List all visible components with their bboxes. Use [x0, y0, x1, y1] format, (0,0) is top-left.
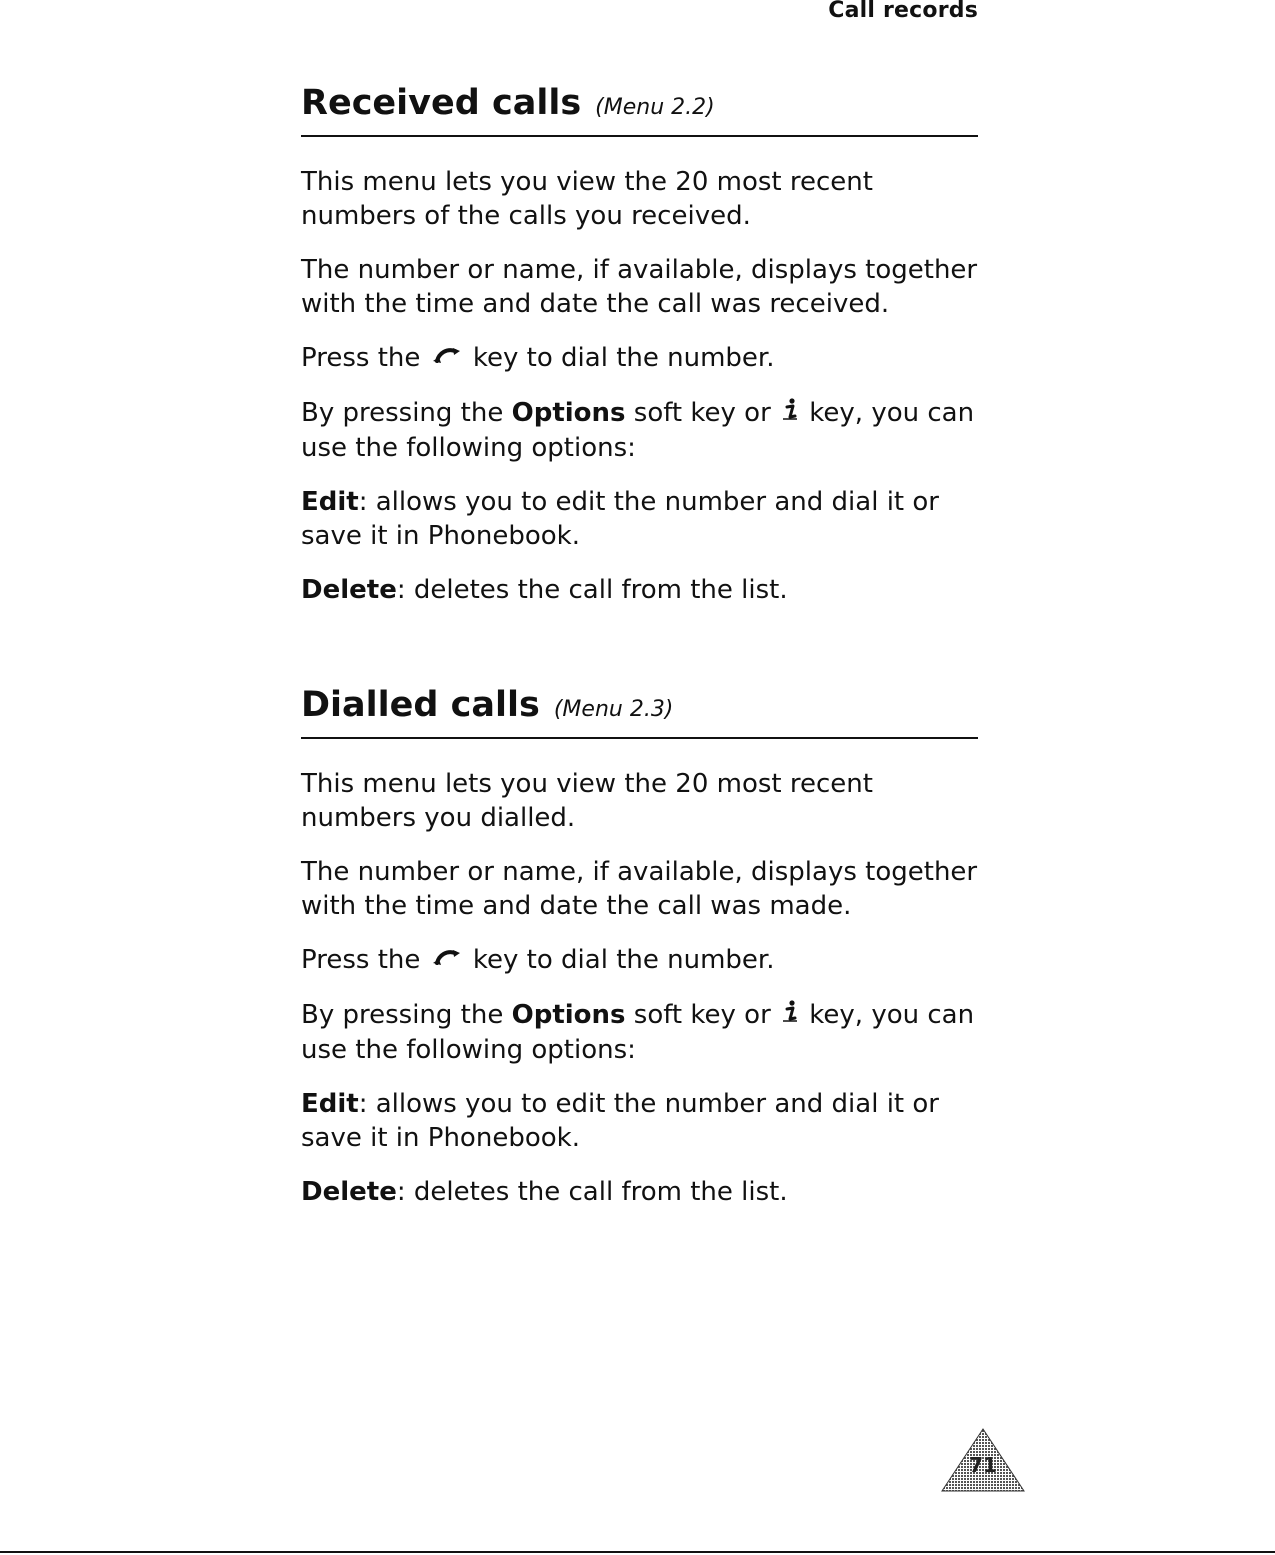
text-fragment: key, you can use the following options: — [301, 999, 975, 1065]
paragraph-options — [301, 998, 978, 1067]
paragraph-display-info: The number or name, if available, displays together with the time and date the call was made. — [301, 857, 978, 921]
section-title-received-calls — [301, 80, 978, 137]
section-received-calls — [301, 80, 978, 605]
options-softkey-label: Options — [511, 999, 626, 1030]
paragraph-press-send — [301, 943, 978, 978]
delete-label: Delete — [301, 574, 397, 605]
running-header: Call records — [828, 0, 978, 23]
section-dialled-calls — [301, 682, 978, 1207]
text-fragment: key, you can use the following options: — [301, 397, 975, 463]
section-title-dialled-calls — [301, 682, 978, 739]
section-heading: Dialled calls — [301, 685, 540, 725]
paragraph-delete-option — [301, 573, 978, 607]
edit-description: : allows you to edit the number and dial it or save it in Phonebook. — [301, 486, 939, 551]
paragraph-display-info: The number or name, if available, displays together with the time and date the call was received. — [301, 255, 978, 319]
text-fragment: By pressing the — [301, 397, 512, 428]
bottom-rule — [0, 1551, 1275, 1553]
options-softkey-label: Options — [511, 397, 626, 428]
text-fragment: key to dial the number. — [464, 343, 775, 373]
text-fragment: soft key or — [625, 397, 780, 428]
info-key-icon — [779, 998, 801, 1033]
send-key-icon — [429, 944, 465, 978]
paragraph-edit-option — [301, 1087, 978, 1155]
paragraph-edit-option — [301, 485, 978, 553]
paragraph-options — [301, 396, 978, 465]
text-fragment: soft key or — [625, 999, 780, 1030]
edit-description: : allows you to edit the number and dial it or save it in Phonebook. — [301, 1088, 939, 1153]
page-number: 71 — [969, 1453, 997, 1477]
menu-reference: (Menu 2.3) — [553, 697, 674, 722]
text-fragment: By pressing the — [301, 999, 512, 1030]
info-key-icon — [779, 396, 801, 431]
paragraph-delete-option — [301, 1175, 978, 1209]
menu-reference: (Menu 2.2) — [595, 95, 715, 120]
delete-description: : deletes the call from the list. — [396, 574, 788, 605]
delete-description: : deletes the call from the list. — [396, 1176, 788, 1207]
delete-label: Delete — [301, 1176, 397, 1207]
text-fragment: Press the — [301, 343, 429, 373]
section-heading: Received calls — [301, 83, 582, 123]
text-fragment: key to dial the number. — [464, 945, 775, 975]
section-body — [301, 165, 978, 607]
triangle-page-marker-icon — [940, 1427, 1026, 1493]
paragraph-intro: This menu lets you view the 20 most recent numbers of the calls you received. — [301, 167, 873, 231]
paragraph-press-send — [301, 341, 978, 376]
paragraph-intro: This menu lets you view the 20 most recent numbers you dialled. — [301, 769, 873, 833]
edit-label: Edit — [301, 486, 359, 517]
text-fragment: Press the — [301, 945, 429, 975]
send-key-icon — [429, 342, 465, 376]
edit-label: Edit — [301, 1088, 359, 1119]
section-body — [301, 767, 978, 1209]
